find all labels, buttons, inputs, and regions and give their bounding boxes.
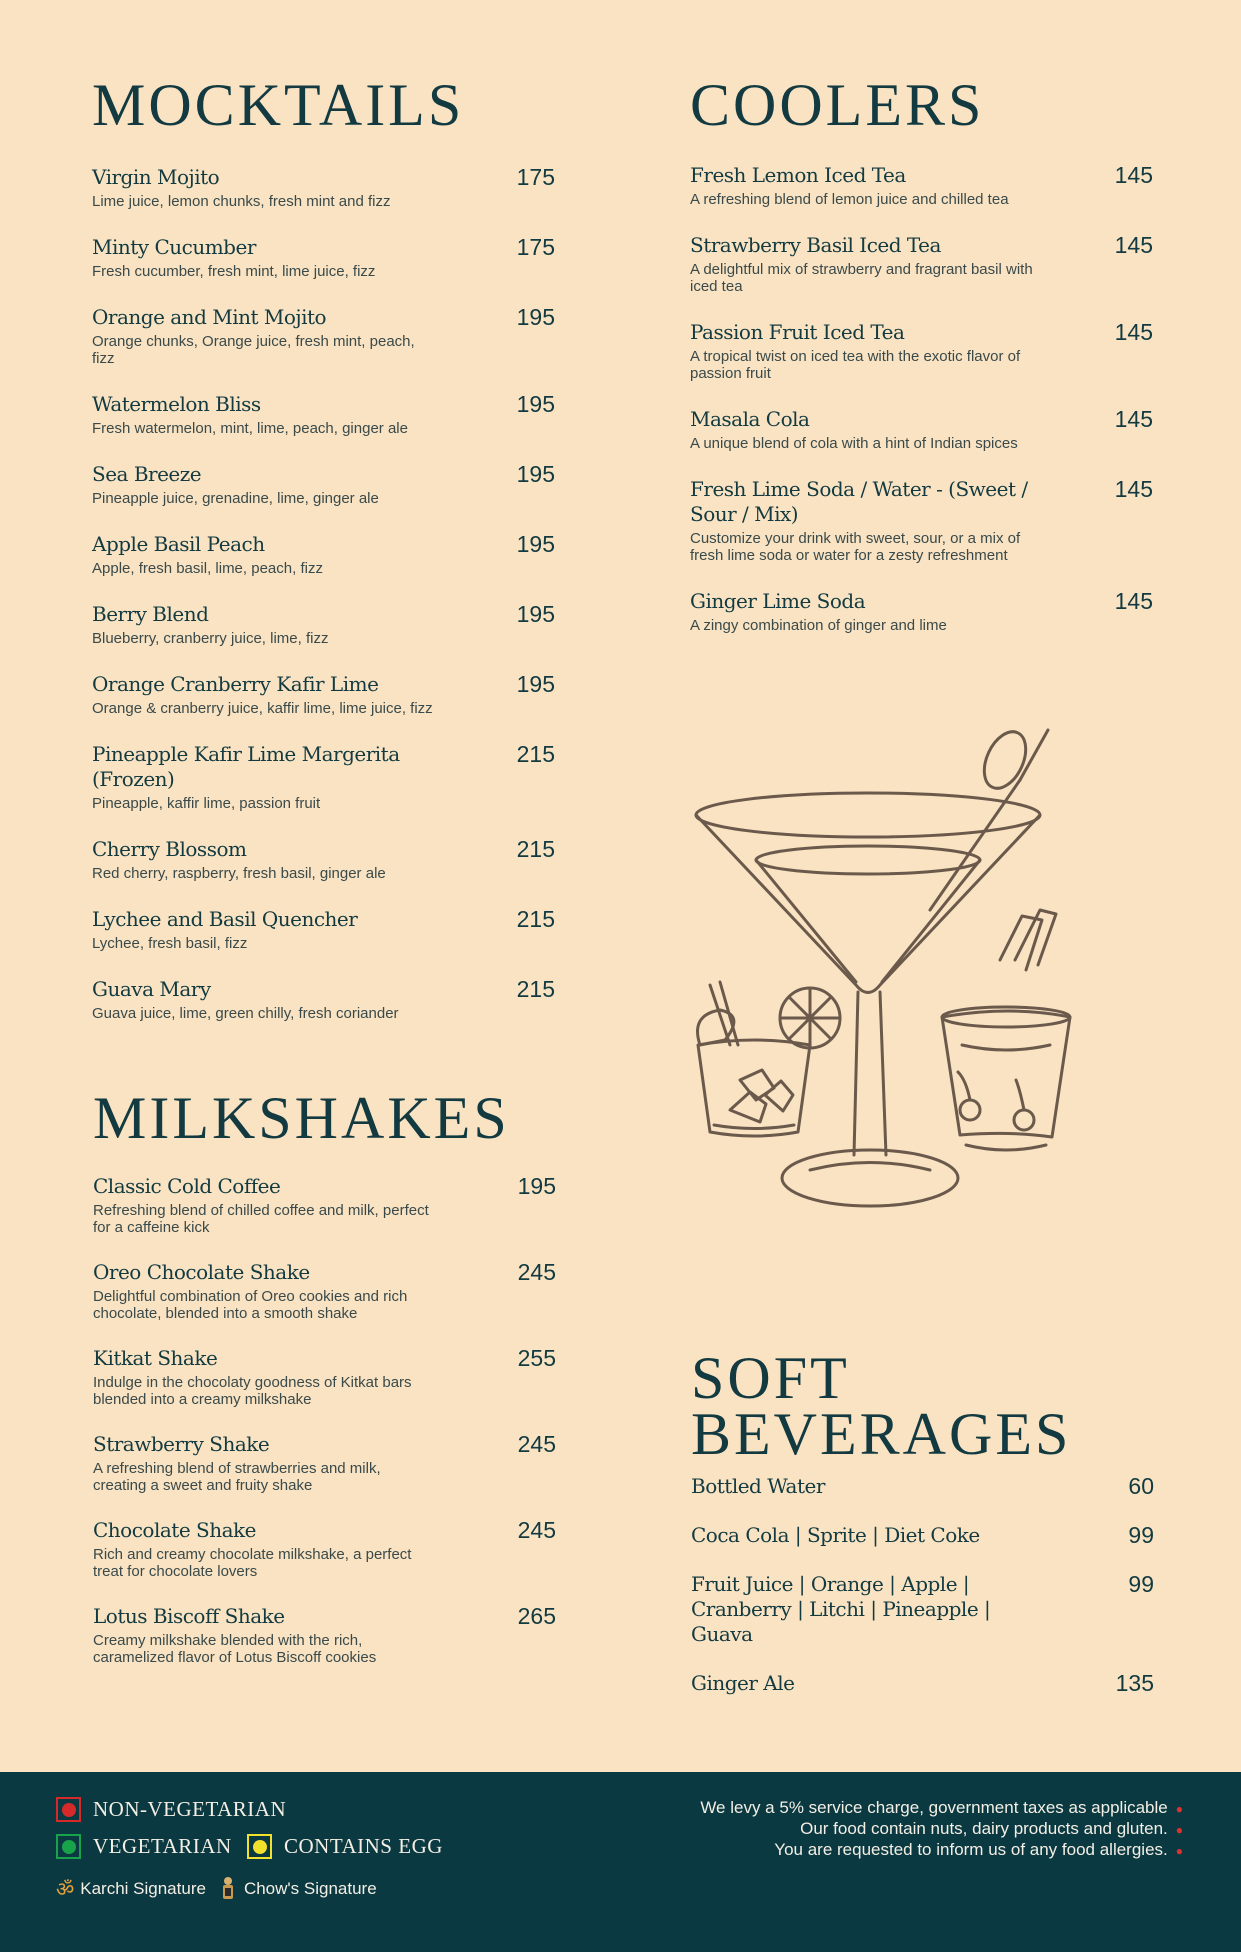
menu-item-price: 99 bbox=[1128, 1522, 1154, 1548]
non-veg-label: NON-VEGETARIAN bbox=[93, 1797, 287, 1821]
menu-item-name: Fresh Lemon Iced Tea bbox=[690, 163, 906, 187]
cola-glass-icon bbox=[942, 910, 1070, 1150]
menu-item-price: 195 bbox=[517, 1173, 556, 1199]
soft-beverages-section bbox=[691, 1345, 1154, 1696]
legend-veg bbox=[56, 1834, 232, 1859]
menu-item-description: Indulge in the chocolaty goodness of Kitkat bars blended into a creamy milkshake bbox=[93, 1374, 412, 1408]
bullet-icon: ● bbox=[1175, 1823, 1183, 1837]
menu-item-name: Fresh Lime Soda / Water - (Sweet / Sour / Mix) bbox=[690, 477, 1028, 526]
menu-item-price: 195 bbox=[516, 391, 555, 417]
menu-item-description: Fresh cucumber, fresh mint, lime juice, fizz bbox=[92, 263, 376, 280]
menu-item bbox=[690, 477, 1153, 564]
menu-item-price: 215 bbox=[516, 741, 555, 767]
menu-item-name: Fruit Juice | Orange | Apple | Cranberry | Litchi | Pineapple | Guava bbox=[691, 1572, 991, 1646]
note-service-charge-text: We levy a 5% service charge, government taxes as applicable bbox=[700, 1798, 1168, 1817]
coolers-section bbox=[690, 72, 1153, 634]
menu-item bbox=[690, 233, 1153, 295]
note-allergens-text: Our food contain nuts, dairy products and gluten. bbox=[800, 1819, 1168, 1838]
mocktails-section bbox=[92, 72, 555, 1022]
menu-item-description: Orange & cranberry juice, kaffir lime, lime juice, fizz bbox=[92, 700, 433, 717]
menu-item-description: Rich and creamy chocolate milkshake, a perfect treat for chocolate lovers bbox=[93, 1546, 412, 1580]
menu-item-name: Virgin Mojito bbox=[92, 165, 220, 189]
menu-item-price: 145 bbox=[1114, 406, 1153, 432]
menu-item bbox=[92, 235, 555, 280]
menu-item-description: Fresh watermelon, mint, lime, peach, ginger ale bbox=[92, 420, 408, 437]
milkshakes-section bbox=[93, 1085, 556, 1666]
menu-item-description: A refreshing blend of lemon juice and chilled tea bbox=[690, 191, 1009, 208]
menu-item-name: Cherry Blossom bbox=[92, 837, 247, 861]
soft-beverages-title-line1: SOFT bbox=[691, 1345, 850, 1411]
mocktails-list bbox=[92, 165, 555, 1022]
non-veg-icon bbox=[56, 1797, 81, 1822]
menu-item-name: Bottled Water bbox=[691, 1474, 825, 1498]
menu-item bbox=[93, 1518, 556, 1580]
menu-item-price: 215 bbox=[516, 906, 555, 932]
menu-item bbox=[690, 589, 1153, 634]
menu-item-description: Pineapple juice, grenadine, lime, ginger ale bbox=[92, 490, 379, 507]
legend-egg bbox=[247, 1834, 443, 1859]
menu-item-name: Chocolate Shake bbox=[93, 1518, 256, 1542]
menu-item-name: Orange Cranberry Kafir Lime bbox=[92, 672, 379, 696]
menu-item-name: Strawberry Basil Iced Tea bbox=[690, 233, 941, 257]
menu-item-description: Pineapple, kaffir lime, passion fruit bbox=[92, 795, 321, 812]
veg-label: VEGETARIAN bbox=[93, 1834, 232, 1858]
menu-item-price: 145 bbox=[1114, 162, 1153, 188]
veg-icon bbox=[56, 1834, 81, 1859]
soft-beverages-title-line2: BEVERAGES bbox=[691, 1401, 1072, 1467]
soft-beverages-list bbox=[691, 1474, 1154, 1696]
menu-item bbox=[691, 1671, 1154, 1696]
menu-item-price: 215 bbox=[516, 836, 555, 862]
menu-item-name: Minty Cucumber bbox=[92, 235, 256, 259]
note-inform-text: You are requested to inform us of any food allergies. bbox=[774, 1840, 1168, 1859]
menu-item-description: A tropical twist on iced tea with the exotic flavor of passion fruit bbox=[690, 348, 1021, 382]
menu-item bbox=[92, 462, 555, 507]
menu-item-price: 195 bbox=[516, 601, 555, 627]
menu-item-name: Sea Breeze bbox=[92, 462, 202, 486]
menu-item-price: 195 bbox=[516, 531, 555, 557]
menu-item-price: 195 bbox=[516, 304, 555, 330]
menu-item bbox=[691, 1474, 1154, 1499]
menu-item-description: Lychee, fresh basil, fizz bbox=[92, 935, 248, 952]
menu-item-description: A unique blend of cola with a hint of Indian spices bbox=[690, 435, 1018, 452]
menu-item bbox=[690, 407, 1153, 452]
menu-item bbox=[93, 1174, 556, 1236]
menu-item-price: 195 bbox=[516, 671, 555, 697]
menu-item bbox=[92, 837, 555, 882]
menu-item bbox=[92, 977, 555, 1022]
milkshakes-list bbox=[93, 1174, 556, 1666]
chow-signature-label: Chow's Signature bbox=[243, 1878, 377, 1898]
menu-item bbox=[93, 1604, 556, 1666]
right-column bbox=[690, 72, 1154, 1696]
menu-item-description: A delightful mix of strawberry and fragrant basil with iced tea bbox=[690, 261, 1033, 295]
menu-item-description: Apple, fresh basil, lime, peach, fizz bbox=[92, 560, 323, 577]
menu-item-description: Guava juice, lime, green chilly, fresh coriander bbox=[92, 1005, 399, 1022]
menu-item-price: 245 bbox=[517, 1259, 556, 1285]
menu-item-name: Guava Mary bbox=[92, 977, 211, 1001]
drinks-illustration bbox=[670, 700, 1110, 1260]
menu-item-price: 60 bbox=[1128, 1473, 1154, 1499]
menu-item-price: 145 bbox=[1114, 232, 1153, 258]
menu-item bbox=[93, 1346, 556, 1408]
menu-item-description: Refreshing blend of chilled coffee and milk, perfect for a caffeine kick bbox=[93, 1202, 429, 1236]
footer bbox=[0, 1772, 1241, 1952]
menu-item-price: 215 bbox=[516, 976, 555, 1002]
menu-item bbox=[92, 165, 555, 210]
menu-item-description: Delightful combination of Oreo cookies and rich chocolate, blended into a smooth shake bbox=[93, 1288, 408, 1322]
menu-item bbox=[691, 1572, 1154, 1647]
menu-item-name: Masala Cola bbox=[690, 407, 810, 431]
menu-item bbox=[92, 602, 555, 647]
menu-item bbox=[92, 305, 555, 367]
menu-item bbox=[92, 532, 555, 577]
menu-item-description: Customize your drink with sweet, sour, or a mix of fresh lime soda or water for a zesty refreshment bbox=[690, 530, 1021, 564]
menu-item-description: Blueberry, cranberry juice, lime, fizz bbox=[92, 630, 329, 647]
legend-karchi bbox=[56, 1875, 377, 1902]
menu-item-name: Berry Blend bbox=[92, 602, 209, 626]
menu-item-price: 175 bbox=[516, 164, 555, 190]
menu-item-name: Passion Fruit Iced Tea bbox=[690, 320, 905, 344]
menu-item-name: Kitkat Shake bbox=[93, 1346, 218, 1370]
note-allergens bbox=[800, 1819, 1183, 1839]
milkshakes-title: MILKSHAKES bbox=[93, 1085, 510, 1151]
menu-item-name: Coca Cola | Sprite | Diet Coke bbox=[691, 1523, 980, 1547]
menu-item-name: Oreo Chocolate Shake bbox=[93, 1260, 310, 1284]
coolers-list bbox=[690, 163, 1153, 634]
menu-item bbox=[691, 1523, 1154, 1548]
menu-item-price: 145 bbox=[1114, 319, 1153, 345]
menu-item-name: Ginger Ale bbox=[691, 1671, 795, 1695]
menu-item-price: 135 bbox=[1115, 1670, 1154, 1696]
menu-item-price: 195 bbox=[516, 461, 555, 487]
menu-item-price: 99 bbox=[1128, 1571, 1154, 1597]
menu-item-name: Orange and Mint Mojito bbox=[92, 305, 327, 329]
note-inform bbox=[774, 1840, 1183, 1860]
menu-item-price: 245 bbox=[517, 1431, 556, 1457]
egg-label: CONTAINS EGG bbox=[284, 1834, 443, 1858]
menu-item-description: A refreshing blend of strawberries and milk, creating a sweet and fruity shake bbox=[93, 1460, 381, 1494]
menu-item-description: Lime juice, lemon chunks, fresh mint and fizz bbox=[92, 193, 391, 210]
menu-item-name: Pineapple Kafir Lime Margerita (Frozen) bbox=[92, 742, 400, 791]
menu-item bbox=[93, 1260, 556, 1322]
soft-beverages-title bbox=[691, 1345, 1154, 1467]
menu-item bbox=[92, 907, 555, 952]
menu-item bbox=[93, 1432, 556, 1494]
menu-item bbox=[690, 320, 1153, 382]
menu-item bbox=[690, 163, 1153, 208]
menu-item-price: 145 bbox=[1114, 588, 1153, 614]
menu-item-price: 245 bbox=[517, 1517, 556, 1543]
menu-item bbox=[92, 392, 555, 437]
mojito-glass-icon bbox=[698, 982, 841, 1136]
menu-item-name: Lotus Biscoff Shake bbox=[93, 1604, 285, 1628]
menu-item-description: Orange chunks, Orange juice, fresh mint, peach, fizz bbox=[92, 333, 415, 367]
bullet-icon: ● bbox=[1175, 1802, 1183, 1816]
coolers-title: COOLERS bbox=[690, 72, 985, 138]
menu-item-price: 265 bbox=[517, 1603, 556, 1629]
bullet-icon: ● bbox=[1175, 1844, 1183, 1858]
menu-item-name: Ginger Lime Soda bbox=[690, 589, 866, 613]
menu-item-price: 175 bbox=[516, 234, 555, 260]
left-column bbox=[92, 72, 556, 1666]
menu-item-name: Lychee and Basil Quencher bbox=[92, 907, 358, 931]
menu-item-name: Classic Cold Coffee bbox=[93, 1174, 281, 1198]
menu-item-name: Apple Basil Peach bbox=[92, 532, 265, 556]
mocktails-title: MOCKTAILS bbox=[92, 72, 465, 138]
menu-item-price: 255 bbox=[517, 1345, 556, 1371]
karchi-signature-icon: ॐ bbox=[56, 1877, 75, 1901]
menu-item-price: 145 bbox=[1114, 476, 1153, 502]
legend-non-veg bbox=[56, 1797, 286, 1822]
menu-item-description: Red cherry, raspberry, fresh basil, ginger ale bbox=[92, 865, 386, 882]
menu-item-name: Strawberry Shake bbox=[93, 1432, 270, 1456]
menu-item bbox=[92, 672, 555, 717]
menu-item-description: Creamy milkshake blended with the rich, caramelized flavor of Lotus Biscoff cookies bbox=[93, 1632, 377, 1666]
menu-item-name: Watermelon Bliss bbox=[92, 392, 261, 416]
menu-item-description: A zingy combination of ginger and lime bbox=[690, 617, 947, 634]
karchi-signature-label: Karchi Signature bbox=[80, 1878, 206, 1898]
menu-item bbox=[92, 742, 555, 812]
chow-signature-icon bbox=[220, 1876, 236, 1902]
egg-icon bbox=[247, 1834, 272, 1859]
note-service-charge bbox=[700, 1798, 1183, 1818]
